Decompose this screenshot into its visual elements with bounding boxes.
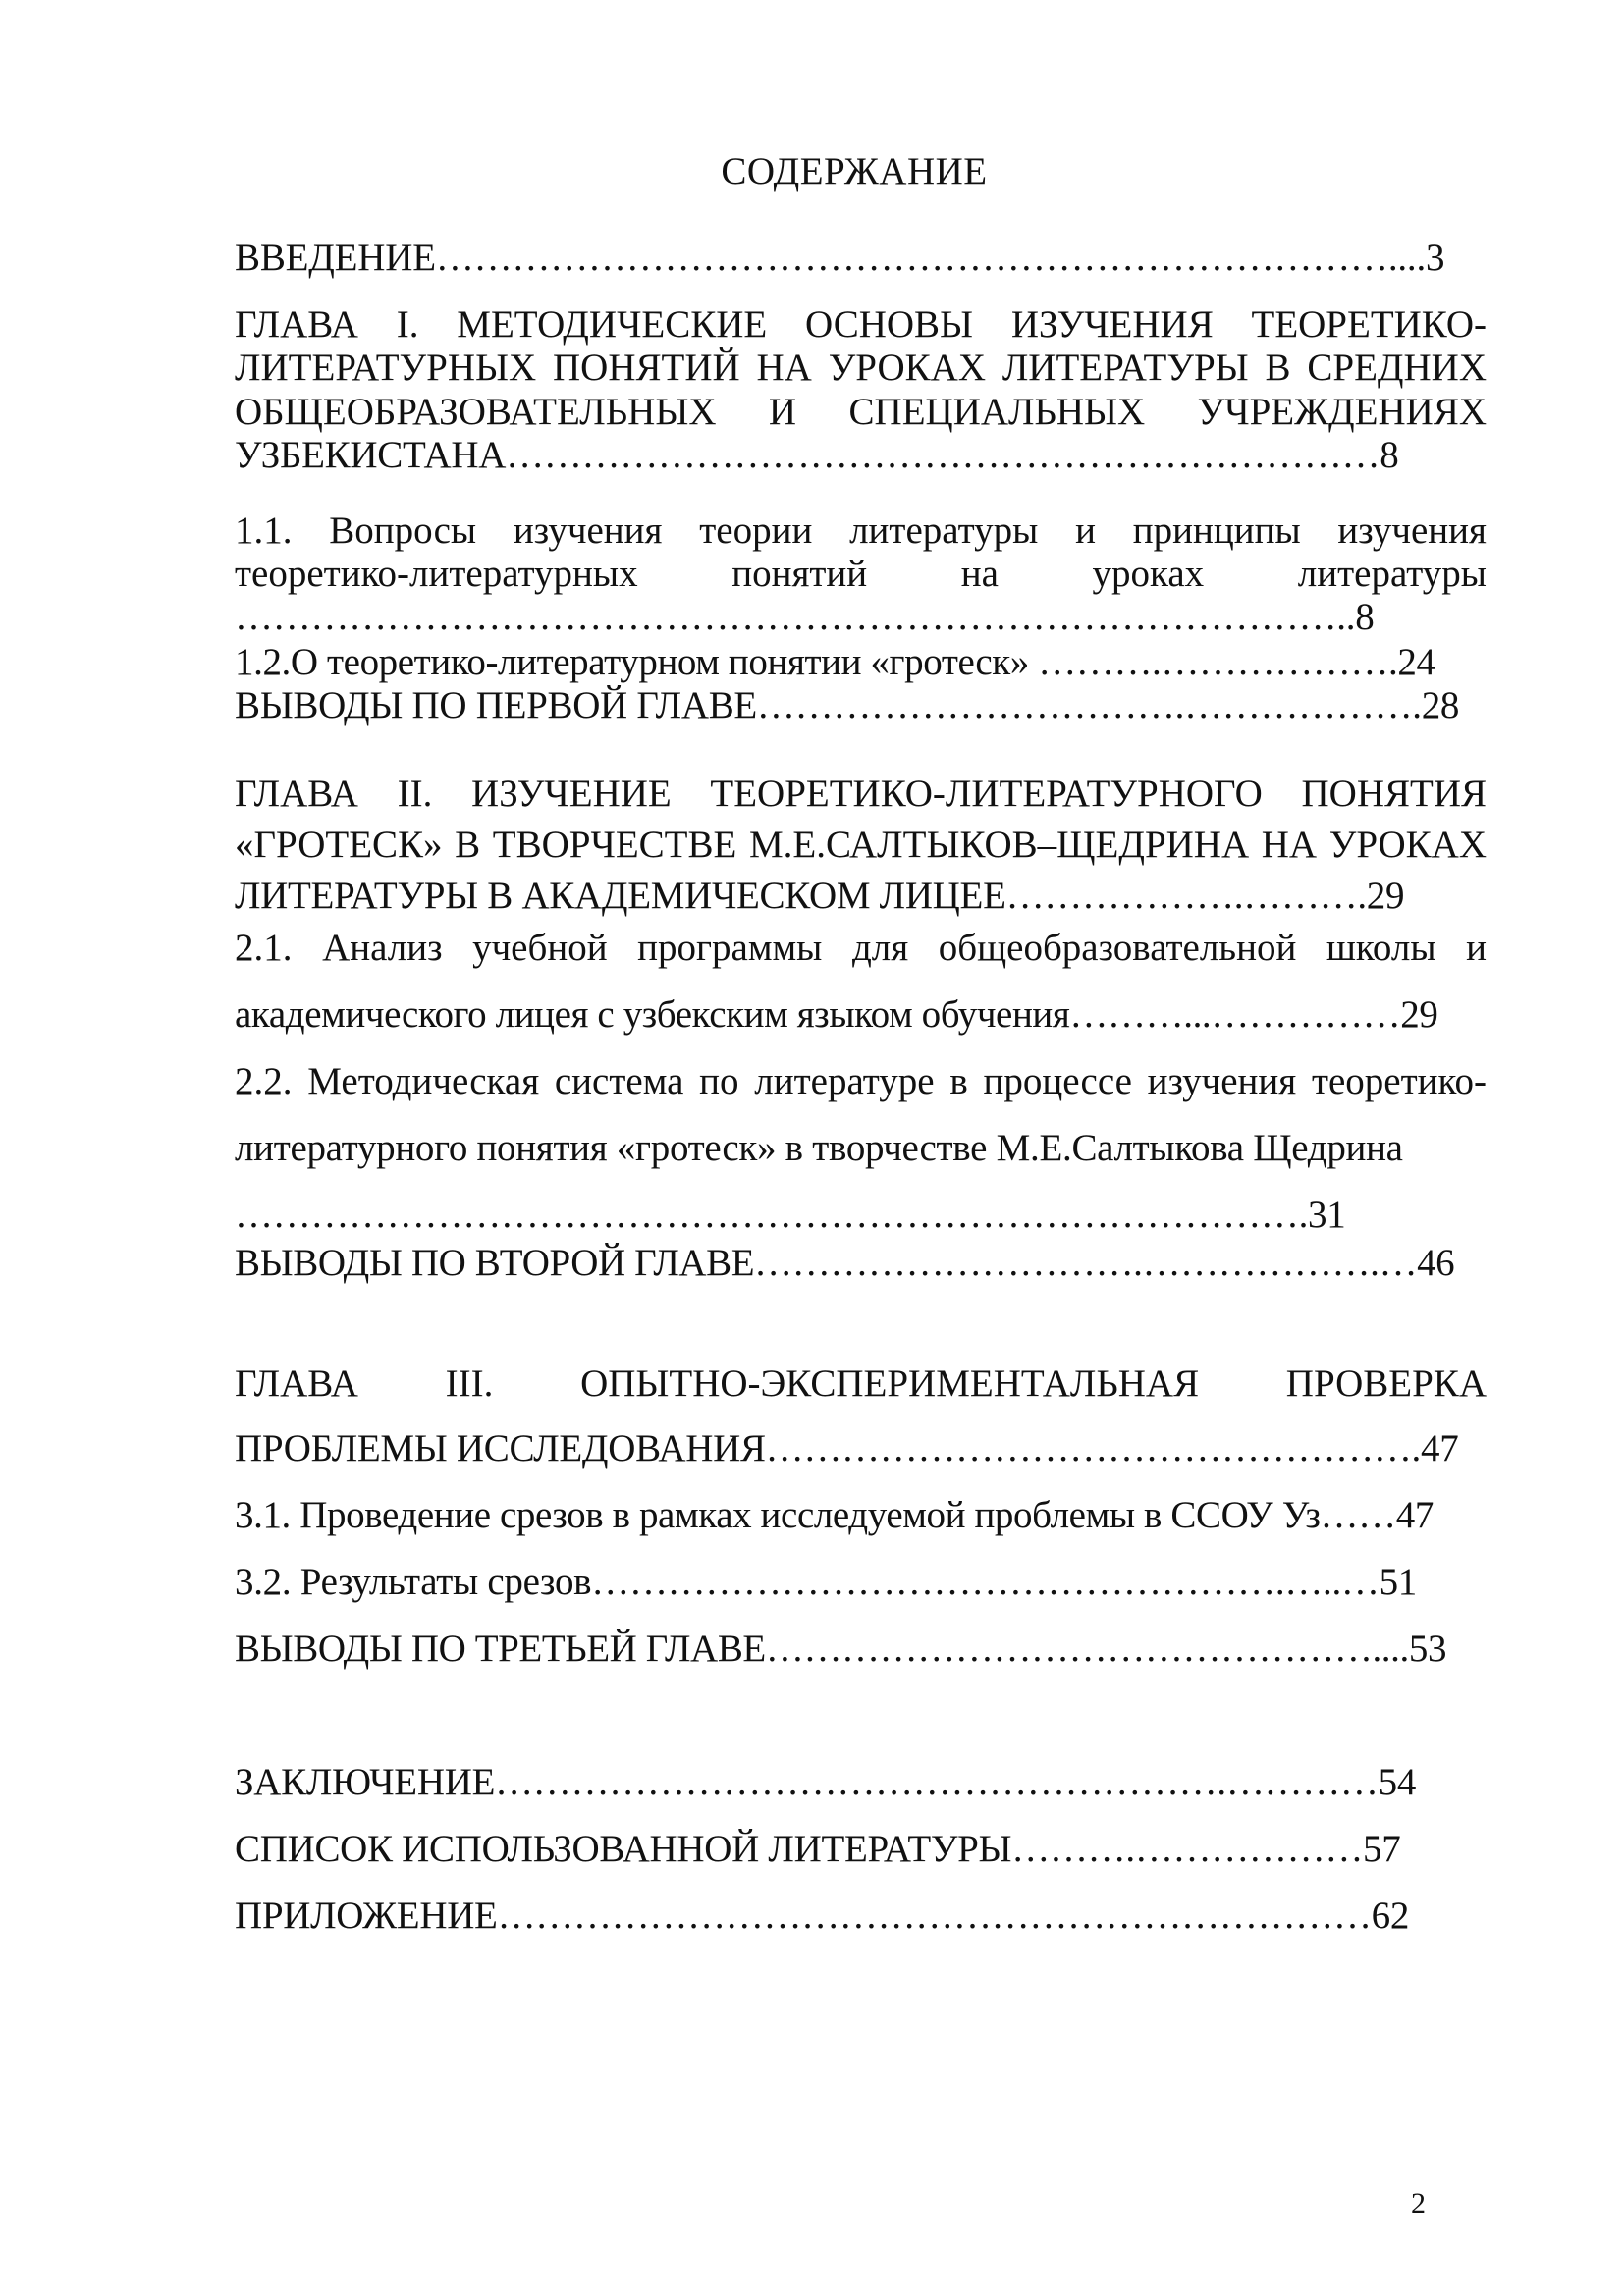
toc-entry-chapter-2-conclusions: ВЫВОДЫ ПО ВТОРОЙ ГЛАВЕ………………………….……………….…46: [235, 1242, 1455, 1284]
toc-entry-chapter-1-line-3: ОБЩЕОБРАЗОВАТЕЛЬНЫХ И СПЕЦИАЛЬНЫХ УЧРЕЖДЕНИЯХ: [235, 391, 1487, 433]
page-number: 2: [1411, 2187, 1426, 2219]
toc-entry-chapter-1-line-2: ЛИТЕРАТУРНЫХ ПОНЯТИЙ НА УРОКАХ ЛИТЕРАТУРЫ В СРЕДНИХ: [235, 347, 1487, 389]
toc-entry-appendix: ПРИЛОЖЕНИЕ……………………………………………………………62: [235, 1895, 1410, 1937]
toc-entry-chapter-1-conclusions: ВЫВОДЫ ПО ПЕРВОЙ ГЛАВЕ…………………………….……………….28: [235, 684, 1460, 726]
toc-entry-chapter-1-line-4: УЗБЕКИСТАНА……………………………………………………………8: [235, 434, 1399, 476]
toc-entry-section-1-2: 1.2.О теоретико-литературном понятии «гротеск» ……….……………….24: [235, 641, 1435, 683]
toc-title: СОДЕРЖАНИЕ: [721, 150, 988, 192]
toc-entry-introduction: ВВЕДЕНИЕ…………………………………………………………………....3: [235, 237, 1445, 279]
toc-entry-section-2-1-line-1: 2.1. Анализ учебной программы для общеобразовательной школы и: [235, 927, 1487, 969]
toc-entry-chapter-2-line-1: ГЛАВА II. ИЗУЧЕНИЕ ТЕОРЕТИКО-ЛИТЕРАТУРНОГО ПОНЯТИЯ: [235, 773, 1487, 815]
toc-entry-section-2-2-line-3: ………………………………………………………………………….31: [235, 1194, 1346, 1236]
toc-entry-section-1-1-line-1: 1.1. Вопросы изучения теории литературы и принципы изучения: [235, 509, 1487, 552]
toc-entry-chapter-3-conclusions: ВЫВОДЫ ПО ТРЕТЬЕЙ ГЛАВЕ…………………………………………....53: [235, 1628, 1447, 1670]
toc-entry-section-2-1-line-2: академического лицея с узбекским языком обучения………...……………29: [235, 993, 1438, 1036]
toc-entry-section-2-2-line-1: 2.2. Методическая система по литературе в процессе изучения теоретико-: [235, 1060, 1487, 1102]
toc-entry-chapter-3-line-2: ПРОБЛЕМЫ ИССЛЕДОВАНИЯ…………………………………………….47: [235, 1427, 1459, 1469]
toc-entry-chapter-2-line-3: ЛИТЕРАТУРЫ В АКАДЕМИЧЕСКОМ ЛИЦЕЕ……………….……….29: [235, 875, 1405, 917]
toc-entry-chapter-1-line-1: ГЛАВА I. МЕТОДИЧЕСКИЕ ОСНОВЫ ИЗУЧЕНИЯ ТЕОРЕТИКО-: [235, 303, 1487, 346]
toc-entry-conclusion: ЗАКЛЮЧЕНИЕ………………………………………………….…………54: [235, 1761, 1417, 1803]
toc-entry-section-3-2: 3.2. Результаты срезов……………………………………………….…..…51: [235, 1561, 1418, 1603]
toc-entry-chapter-2-line-2: «ГРОТЕСК» В ТВОРЧЕСТВЕ М.Е.САЛТЫКОВ–ЩЕДРИНА НА УРОКАХ: [235, 824, 1487, 866]
toc-entry-section-1-1-line-3: ……………………………………………………………………………..8: [235, 596, 1375, 638]
toc-entry-section-1-1-line-2: теоретико-литературных понятий на уроках литературы: [235, 553, 1487, 595]
toc-entry-chapter-3-line-1: ГЛАВА III. ОПЫТНО-ЭКСПЕРИМЕНТАЛЬНАЯ ПРОВЕРКА: [235, 1362, 1487, 1405]
toc-entry-section-2-2-line-2: литературного понятия «гротеск» в творчестве М.Е.Салтыкова Щедрина: [235, 1127, 1403, 1169]
toc-entry-section-3-1: 3.1. Проведение срезов в рамках исследуемой проблемы в ССОУ Уз……47: [235, 1494, 1434, 1536]
toc-entry-references: СПИСОК ИСПОЛЬЗОВАННОЙ ЛИТЕРАТУРЫ……….………………57: [235, 1828, 1401, 1870]
